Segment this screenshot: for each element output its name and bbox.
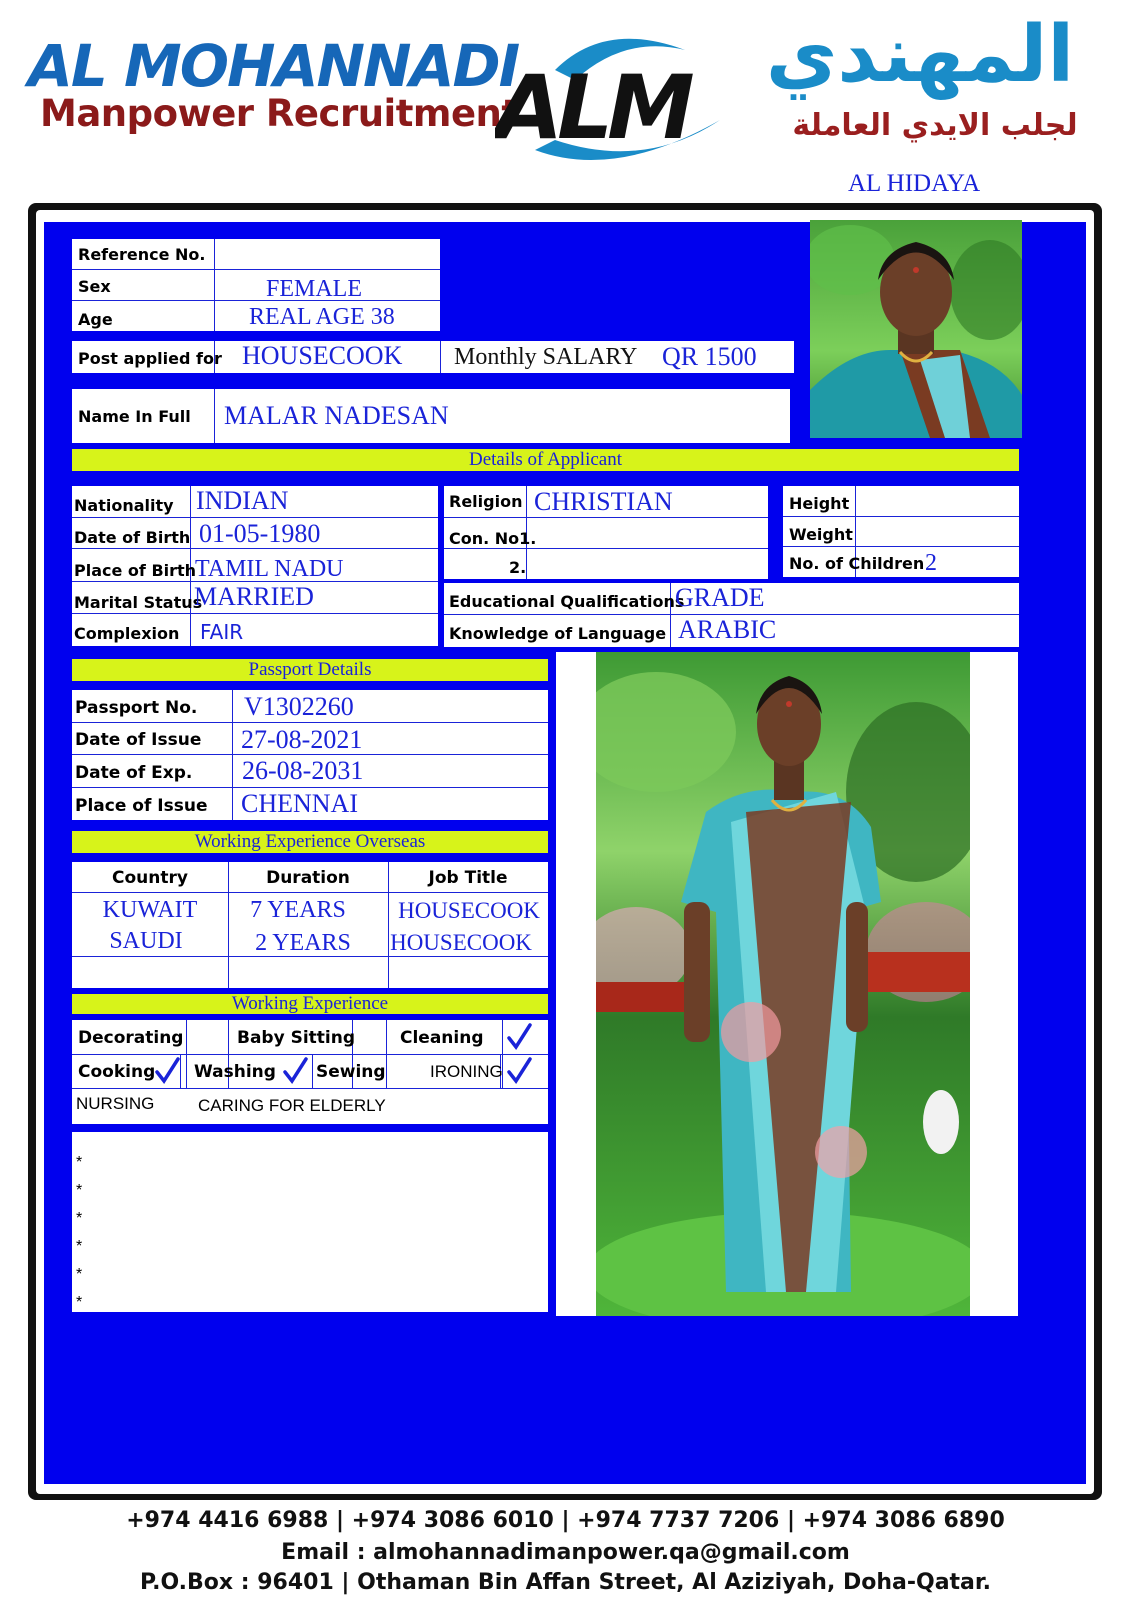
skill-ironing-label: IRONING (430, 1062, 503, 1081)
footer-email: Email : almohannadimanpower.qa@gmail.com (281, 1540, 850, 1565)
physical-box (783, 486, 1019, 577)
sex-label: Sex (78, 277, 111, 296)
dob-value: 01-05-1980 (199, 519, 321, 548)
skill-cooking-label: Cooking (78, 1062, 156, 1082)
name-value: MALAR NADESAN (224, 401, 449, 430)
nationality-label: Nationality (74, 496, 174, 515)
note-bullet: * (76, 1154, 83, 1171)
age-label: Age (78, 310, 113, 329)
footer-address: P.O.Box : 96401 | Othaman Bin Affan Street, Al Aziziyah, Doha-Qatar. (140, 1570, 991, 1595)
note-bullet: * (76, 1238, 83, 1255)
skills-grid (72, 1020, 548, 1124)
section-bar-experience: Working Experience (72, 994, 548, 1014)
logo-subtitle-arabic: لجلب الايدي العاملة (792, 108, 1078, 143)
applicant-left-box (72, 486, 438, 646)
note-bullet: * (76, 1182, 83, 1199)
overseas-row-2-duration: 2 YEARS (255, 930, 351, 956)
pob-label: Place of Birth (74, 561, 197, 580)
identity-box (72, 239, 440, 331)
section-bar-applicant: Details of Applicant (72, 449, 1019, 471)
name-box (72, 389, 790, 443)
education-value: GRADE (675, 583, 765, 612)
reference-label: Reference No. (78, 245, 206, 264)
section-bar-overseas: Working Experience Overseas (72, 831, 548, 853)
nationality-value: INDIAN (196, 486, 289, 515)
check-icon-washing (282, 1057, 308, 1085)
passport-place-value: CHENNAI (241, 789, 358, 818)
children-label: No. of Children (789, 554, 925, 573)
weight-label: Weight (789, 525, 853, 544)
education-box (444, 583, 1019, 647)
religion-value: CHRISTIAN (534, 487, 673, 516)
overseas-row-2-job: HOUSECOOK (390, 930, 532, 955)
note-bullet: * (76, 1266, 83, 1283)
overseas-row-1-country: KUWAIT (102, 897, 198, 923)
con2-label: 2. (509, 558, 527, 577)
overseas-header-job: Job Title (428, 868, 508, 888)
religion-box (444, 486, 768, 579)
check-icon-cleaning (506, 1023, 532, 1051)
check-icon-ironing (506, 1057, 532, 1085)
alm-logo-mark (495, 30, 735, 175)
sex-value: FEMALE (266, 276, 362, 302)
salary-label: Monthly SALARY (454, 344, 638, 370)
height-label: Height (789, 494, 850, 513)
agency-name: AL HIDAYA (848, 170, 981, 197)
skill-decorating-label: Decorating (78, 1028, 184, 1048)
complexion-label: Complexion (74, 624, 180, 643)
complexion-value: FAIR (200, 620, 244, 644)
children-value: 2 (925, 550, 937, 576)
age-value: REAL AGE 38 (249, 304, 395, 330)
con1-label: Con. No1. (449, 529, 537, 548)
passport-box (72, 690, 548, 820)
applicant-portrait-photo (810, 220, 1022, 438)
passport-exp-value: 26-08-2031 (242, 756, 364, 785)
language-label: Knowledge of Language (449, 624, 667, 643)
check-icon-cooking (154, 1057, 180, 1085)
note-bullet: * (76, 1210, 83, 1227)
note-bullet: * (76, 1294, 83, 1311)
logo-mark-text: ALM (495, 56, 689, 159)
applicant-full-length-photo (596, 652, 970, 1316)
overseas-row-2-country: SAUDI (109, 928, 183, 954)
overseas-row-1-duration: 7 YEARS (250, 897, 346, 923)
section-bar-passport: Passport Details (72, 659, 548, 681)
pob-value: TAMIL NADU (195, 556, 344, 582)
salary-value: QR 1500 (662, 342, 757, 371)
logo-text-english: AL MOHANNADI (28, 32, 519, 100)
passport-no-label: Passport No. (75, 698, 198, 718)
passport-exp-label: Date of Exp. (75, 763, 193, 783)
dob-label: Date of Birth (74, 528, 191, 547)
logo-text-arabic: المهندي (765, 10, 1075, 100)
name-label: Name In Full (78, 407, 191, 426)
notes-box (72, 1132, 548, 1312)
footer-phones: +974 4416 6988 | +974 3086 6010 | +974 7737 7206 | +974 3086 6890 (126, 1508, 1005, 1533)
overseas-header-country: Country (112, 868, 188, 888)
post-box (72, 341, 794, 373)
post-value: HOUSECOOK (242, 341, 403, 370)
passport-place-label: Place of Issue (75, 796, 208, 816)
logo-subtitle-english: Manpower Recruitment (40, 92, 519, 135)
passport-issue-label: Date of Issue (75, 730, 202, 750)
overseas-header-duration: Duration (266, 868, 350, 888)
skill-washing-label: Washing (194, 1062, 276, 1082)
religion-label: Religion (449, 492, 523, 511)
skill-caring-label: CARING FOR ELDERLY (198, 1096, 386, 1115)
passport-issue-value: 27-08-2021 (241, 725, 363, 754)
education-label: Educational Qualifications (449, 592, 685, 611)
overseas-row-1-job: HOUSECOOK (398, 898, 540, 923)
marital-label: Marital Status (74, 593, 203, 612)
overseas-table (72, 862, 548, 988)
skill-sewing-label: Sewing (316, 1062, 386, 1082)
passport-no-value: V1302260 (244, 692, 354, 721)
post-label: Post applied for (78, 349, 222, 368)
skill-baby-sitting-label: Baby Sitting (237, 1028, 356, 1048)
skill-cleaning-label: Cleaning (400, 1028, 484, 1048)
skill-nursing-label: NURSING (76, 1094, 155, 1113)
marital-value: MARRIED (194, 582, 314, 611)
language-value: ARABIC (678, 615, 777, 644)
